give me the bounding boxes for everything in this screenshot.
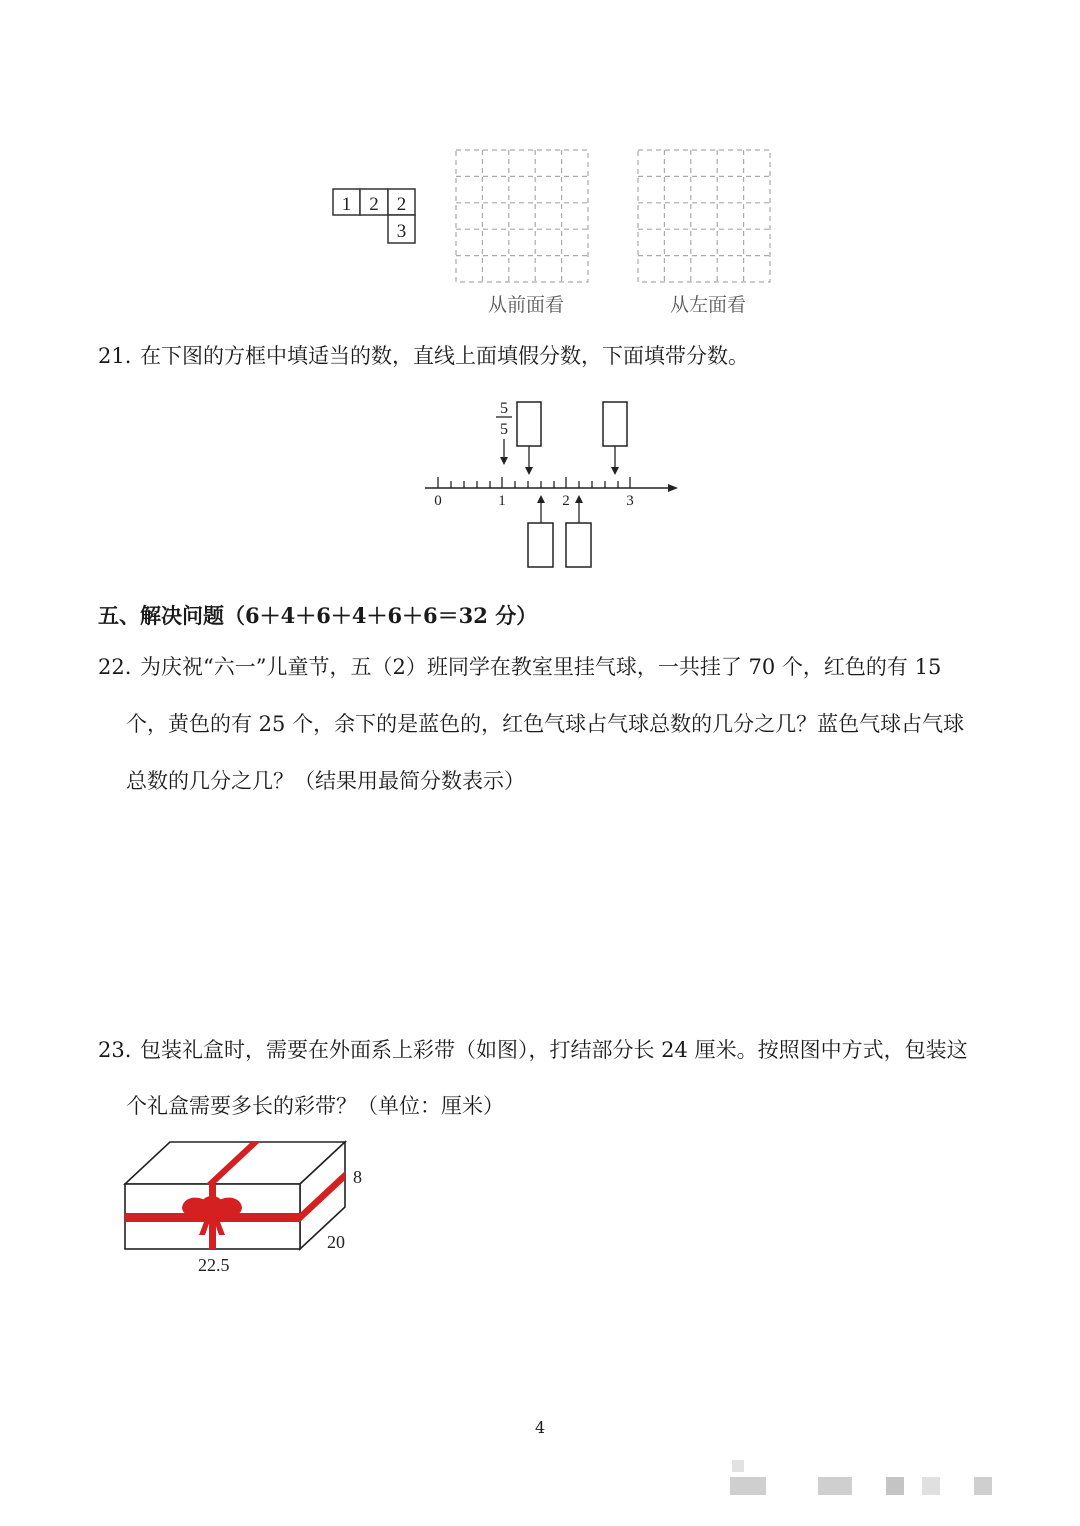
q22-number: 22. [98, 655, 132, 679]
q22-line-2: 个，黄色的有 25 个，余下的是蓝色的，红色气球占气球总数的几分之几？蓝色气球占气球 [126, 712, 965, 736]
answer-box-upper-2 [603, 402, 627, 446]
q23-line-2: 个礼盒需要多长的彩带？（单位：厘米） [126, 1094, 504, 1118]
left-view-grid [636, 148, 772, 284]
tick-label-1: 1 [498, 493, 506, 509]
top-view-cell: 2 [369, 194, 379, 215]
gift-box-diagram [115, 1135, 375, 1280]
section-title: 五、解决问题（6＋4＋6＋4＋6＋6＝32 分） [98, 603, 538, 628]
top-view-diagram [330, 186, 420, 246]
q22-line-1: 为庆祝“六一”儿童节，五（2）班同学在教室里挂气球，一共挂了 70 个，红色的有 15 [140, 655, 942, 679]
watermark-block [818, 1477, 852, 1495]
q21-text: 在下图的方框中填适当的数，直线上面填假分数，下面填带分数。 [140, 344, 749, 368]
answer-box-upper-1 [517, 402, 541, 446]
answer-box-lower-2 [566, 523, 591, 567]
watermark-block [974, 1477, 992, 1495]
top-view-cell: 1 [341, 194, 352, 215]
fraction-denominator: 5 [500, 421, 508, 438]
tick-label-3: 3 [626, 493, 634, 509]
tick-label-0: 0 [434, 493, 442, 509]
top-view-cell: 2 [396, 194, 407, 215]
watermark-block [922, 1477, 940, 1495]
number-line-diagram [420, 395, 685, 573]
page-number: 4 [535, 1418, 546, 1437]
dim-depth: 20 [327, 1232, 345, 1252]
q23-line-1: 包装礼盒时，需要在外面系上彩带（如图），打结部分长 24 厘米。按照图中方式，包装这 [140, 1038, 968, 1062]
q23-number: 23. [98, 1038, 132, 1062]
watermark-block [732, 1460, 744, 1472]
watermark-block [730, 1477, 766, 1495]
top-view-cell: 3 [396, 221, 407, 242]
answer-box-lower-1 [528, 523, 553, 567]
tick-label-2: 2 [562, 493, 570, 509]
fraction-numerator: 5 [500, 400, 508, 417]
front-view-grid [454, 148, 590, 284]
left-view-label: 从左面看 [670, 294, 747, 316]
front-view-label: 从前面看 [488, 294, 565, 316]
watermark-block [886, 1477, 904, 1495]
q21-number: 21. [98, 344, 132, 368]
q22-line-3: 总数的几分之几？（结果用最简分数表示） [126, 769, 525, 793]
dim-height: 8 [353, 1167, 362, 1187]
dim-length: 22.5 [198, 1255, 230, 1275]
